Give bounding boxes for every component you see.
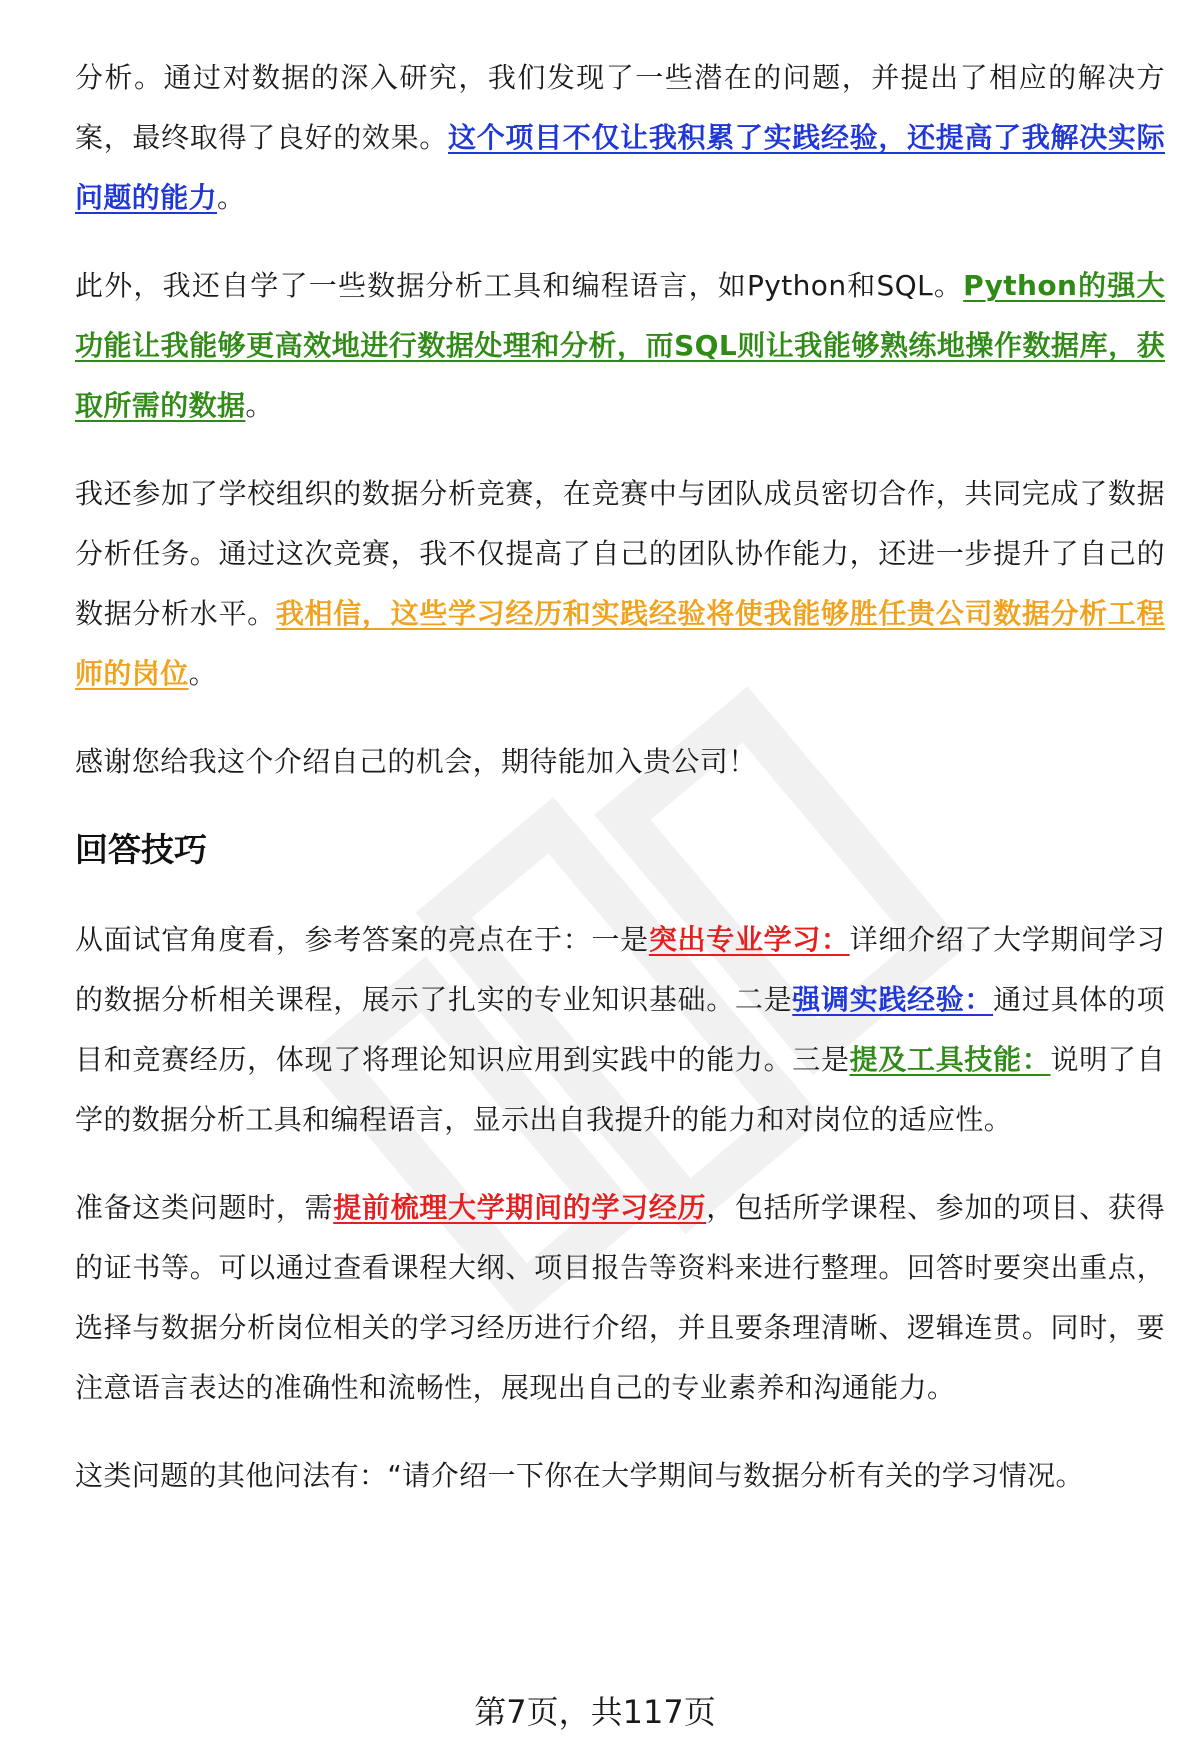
tip-paragraph [75,910,1165,1150]
text-segment: 通过具体的项目和竞赛经历，体现了将理论知识应用到实践中的能力。三是 [75,983,1165,1076]
highlighted-phrase: 提及工具技能： [849,1043,1051,1076]
highlighted-phrase: Python的强大功能让我能够更高效地进行数据处理和分析，而SQL则让我能够熟练地操作数据库，获取所需的数据 [75,269,1165,422]
highlighted-phrase: 提前梳理大学期间的学习经历 [333,1191,707,1224]
text-segment: 我还参加了学校组织的数据分析竞赛，在竞赛中与团队成员密切合作，共同完成了数据分析任务。通过这次竞赛，我不仅提高了自己的团队协作能力，还进一步提升了自己的数据分析水平。 [75,477,1165,630]
tips-body [75,910,1165,1506]
text-segment: 详细介绍了大学期间学习的数据分析相关课程，展示了扎实的专业知识基础。二是 [75,923,1165,1016]
page-footer: 第7页，共117页 [474,1693,716,1731]
answer-paragraph [75,732,1165,792]
highlighted-phrase: 这个项目不仅让我积累了实践经验，还提高了我解决实际问题的能力 [75,121,1165,214]
text-segment: 。 [188,657,218,690]
text-segment: 说明了自学的数据分析工具和编程语言，显示出自我提升的能力和对岗位的适应性。 [75,1043,1165,1136]
text-segment: 。 [245,389,274,422]
text-segment: 分析。通过对数据的深入研究，我们发现了一些潜在的问题，并提出了相应的解决方案，最终取得了良好的效果。 [75,61,1165,154]
tip-paragraph [75,1178,1165,1418]
text-segment: 准备这类问题时，需 [75,1191,334,1224]
text-segment: 感谢您给我这个介绍自己的机会，期待能加入贵公司！ [75,745,757,778]
answer-body [75,48,1165,792]
text-segment: 。 [217,181,246,214]
answer-paragraph [75,256,1165,436]
text-segment: 从面试官角度看，参考答案的亮点在于：一是 [75,923,649,956]
answer-paragraph [75,464,1165,704]
tip-paragraph [75,1446,1165,1506]
text-segment: 这类问题的其他问法有：“请介绍一下你在大学期间与数据分析有关的学习情况。 [75,1459,1084,1492]
document-page [75,48,1165,1534]
section-heading: 回答技巧 [75,830,207,869]
highlighted-phrase: 我相信，这些学习经历和实践经验将使我能够胜任贵公司数据分析工程师的岗位 [75,597,1165,690]
text-segment: 此外，我还自学了一些数据分析工具和编程语言，如Python和SQL。 [75,269,964,302]
text-segment: ，包括所学课程、参加的项目、获得的证书等。可以通过查看课程大纲、项目报告等资料来进行整理。回答时要突出重点，选择与数据分析岗位相关的学习经历进行介绍，并且要条理清晰、逻辑连贯。同时，要注意语言表达的准确性和流畅性，展现出自己的专业素养和沟通能力。 [75,1191,1166,1404]
highlighted-phrase: 突出专业学习： [648,923,850,956]
highlighted-phrase: 强调实践经验： [792,983,994,1016]
answer-paragraph [75,48,1165,228]
